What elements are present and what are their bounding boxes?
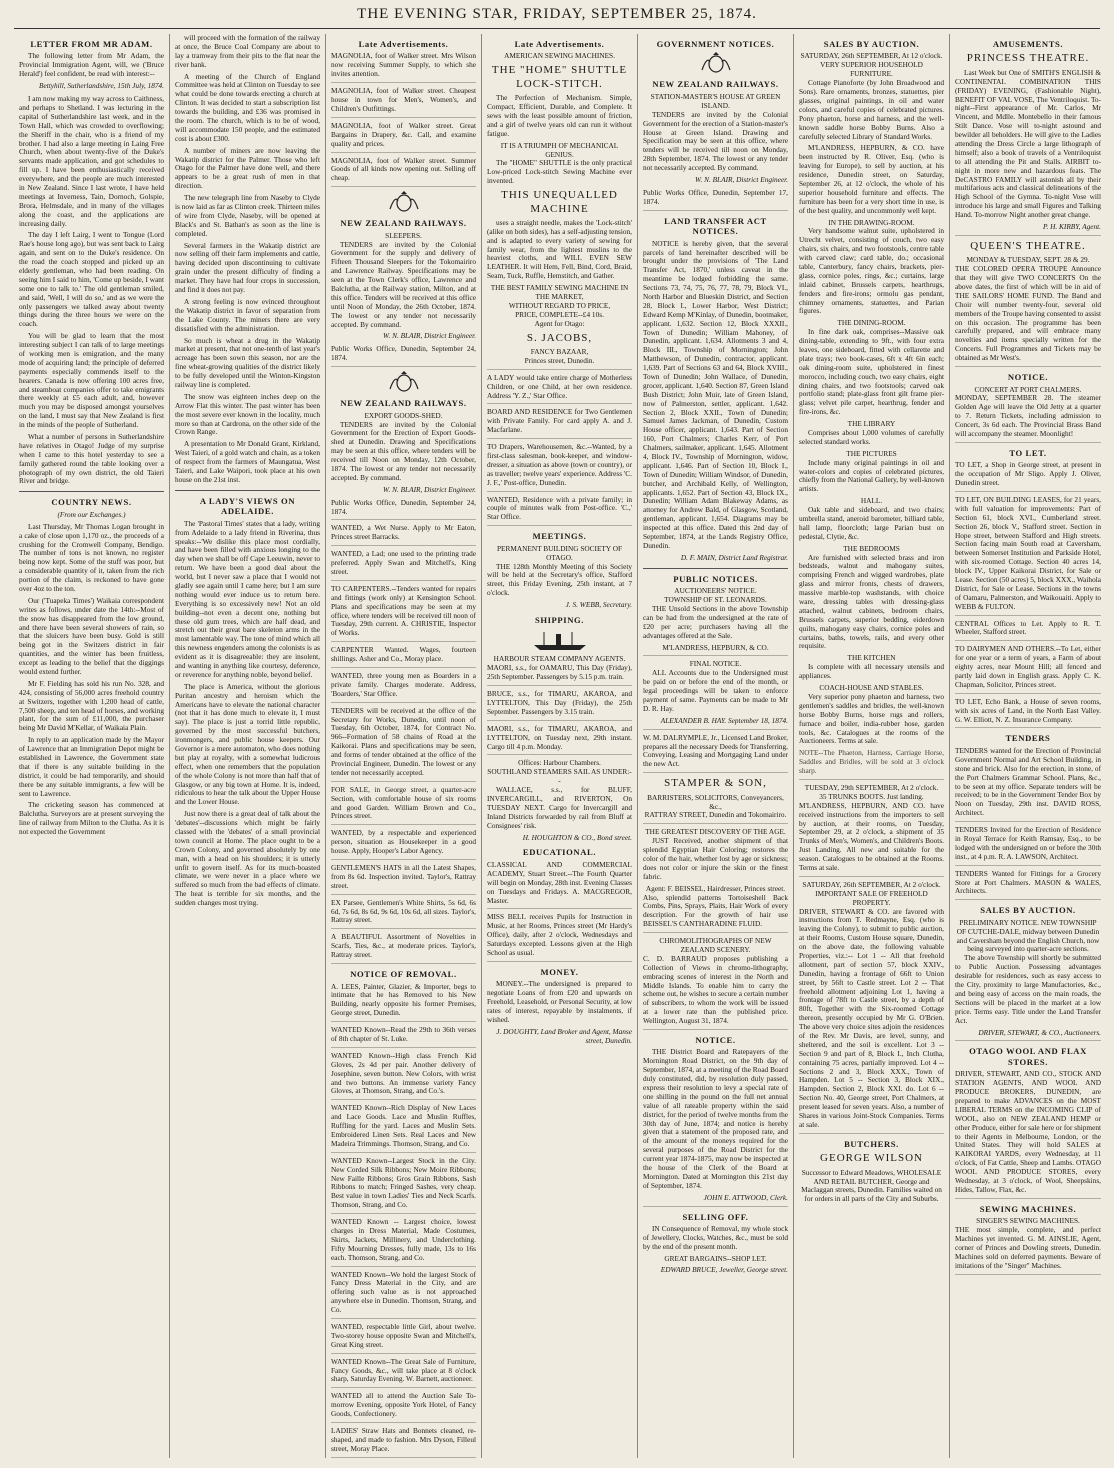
notice-signature: M'LANDRESS, HEPBURN, & CO. [643,644,788,657]
news-paragraph: Mr F. Fielding has sold his run No. 328, and 424, consisting of 56,000 acres freehold country at Switzers, together with 1,200 head of cattle, 7,500 sheep, and ten head of horses, and working plant, for the sum of £11,000, the purchaser being Mr David M'Kellar, of Waikaia Plain. [19,678,164,733]
divider [19,491,164,492]
advertisement: WANTED all to attend the Auction Sale To-morrow Evening, opposite York Hotel, of Fancy Goods, Confectionery. [331,1392,476,1423]
auction-body: Very handsome walnut suite, upholstered in Utrecht velvet, consisting of couch, two easy chairs, six chairs, and two footstools, centre table with carved claw; card table, do.; occasional table, Canterbury, fancy chairs, brackets, pier-glass, cornice poles, rings, &c.; curtains, large inlaid cabinet, Brussels carpets, hearthrugs, fenders and fire-irons; ormolu gas pendant, chimney ornaments, statuettes, and Parian figures. [799,226,944,316]
to-let-item: TO DAIRYMEN AND OTHERS.--To Let, either for one year or a term of years, a Farm of about eighty acres, near Mount Hill; all fenced and partly laid down in English grass. Apply C. K. Chapman, Solicitor, Princes street. [955,645,1101,693]
news-paragraph: The cricketing season has commenced at Balclutha. Surveyors are at present surveying the line of railway from Milton to the Clutha. As it is not expected the Government [19,800,164,837]
advertisement: BOARD AND RESIDENCE for Two Gentlemen with Private Family. For card apply A. and J. Macfarlane. [487,408,632,439]
auction-subhead: THE DINING-ROOM. [837,318,906,328]
letter-paragraph: The day I left Lairg, I went to Tongue (Lord Rae's house long ago), but was sent back to Lairg again, and sent on to the Duke's residence. On the road the coach stopped and picked up an elderly gentleman, who had been reading. On seeing him I said to him, 'Come up beside, I want some one to talk to.' The old gentleman smiled, and said, 'Well, I will do so,' and as we were the only passengers we talked away about twenty things during the three hours we were on the coach. [19,230,164,329]
advertisement-agent-address: Princes street, Dunedin. [487,357,632,370]
sewing-machines-heading: SEWING MACHINES. [979,1203,1077,1214]
divider [643,568,788,569]
nz-railways-heading: NEW ZEALAND RAILWAYS. [652,79,779,90]
shipping-item: BRUCE, s.s., for TIMARU, AKAROA, and LYTTELTON, This Day (Friday), the 25th September. Passengers by 3.15 train. [487,690,632,721]
notice-body: THE District Board and Ratepayers of the Mornington Road District, on the 9th day of September, 1874, at a meeting of the Road Board duly constituted, did, by resolution duly passed, express their resolution to levy a special rate of one shilling in the pound on the full net annual value of all rateable property within the said district, for the period of twelve months from the 30th day of June, 1874; and notice is hereby given that a statement of the proposed rate, and of the amount of the moneys required for the several purposes of the Road District for the current year 1874-1875, may now be inspected at the house of the Clerk of the Board at Mornington. Dated at Mornington this 21st day of September, 1874. [643,1047,788,1190]
meeting-body: THE 128th Monthly Meeting of this Society will be held at the Secretary's office, Stafford street, this Friday Evening, 25th instant, at 7 o'clock. [487,561,632,598]
butchers-heading: BUTCHERS. [844,1138,899,1149]
steamship-icon [530,628,590,652]
column-4 [482,34,638,1458]
advertisement: GENTLEMEN'S HATS in all the Latest Shapes, from 8s 6d. Inspection invited. Taylor's, Rattray street. [331,864,476,895]
notice-title: AUCTIONEERS' NOTICE. [674,586,757,596]
shipping-title: HARBOUR STEAM COMPANY AGENTS. [493,654,626,664]
auction-body: DRIVER, STEWART & CO. are favored with instructions from T. Redmayne, Esq. (who is leaving the Colony), to submit to public auction, at their Rooms, Custom House square, Dunedin, on the above date, the following valuable Properties, viz.:-- Lot 1 -- All that freehold allotment, part of section 57, block XXIV., Dunedin, having a frontage of 66ft to Union street, by 56ft to Castle street. Lot 2 -- That freehold allotment adjoining Lot 1, having a frontage of 78ft to Castle street, by a depth of 80ft, Together with the Six-roomed Cottage thereon, presently occupied by Mr G. O'Brien. The above very choice sites adjoin the residences of the Rev. Mr Davis, are level, sunny, and sheltered, and the soil is excellent. Lot 3 -- Section 9 and part of 8, Block I., Inch Clutha, containing 75 acres, partially improved. Lot 4 -- Sections 2 and 3, Block XXX., Town of Hampden. Lot 5 -- Section 3, Block XIX., Hampden. Section 2, Block XXI. do. Lot 6 -- Section No. 40, George street, Port Chalmers, at present leased for seven years. Also, a number of Shares in various Joint-Stock Companies. Terms at sale. [799,908,944,1134]
advertisement-agent-label: Agent for Otago: [534,318,585,328]
tender-signature: W. N. BLAIR, District Engineer. [383,484,476,494]
advertisement-body: The Perfection of Mechanism. Simple, Compact, Efficient, Durable, and Complete. It sews with the least possible amount of friction, and a girl of twelve years old can run it without fatigue. [487,93,632,138]
letter-paragraph: I am now making my way across to Caithness, and perhaps to Shetland. I was lecturing in the capital of Sutherlandshire last week, and in the Town Hall, which was crowded to overflowing; the Sheriff in the chair, who is a friend of my brother. I had also a large meeting in Laing Free Church, when about twenty-five of the Duke's servants made application, and got schedules to fill up. I have been enthusiastically received everywhere, and the people are much interested in New Zealand. Since I last wrote, I have held meetings at Inverness, Tain, Dornoch, Golspie, Brora, Helmsdale, and in many of the villages along the coast, and the applications are increasing daily. [19,94,164,228]
advertisement: MISS BELL receives Pupils for Instruction in Music, at her Rooms, Princes street (Mr Hardy's Office), daily, after 2 o'clock, Wednesdays and Saturdays excepted. Lessons given at the High School as usual. [487,913,632,961]
meeting-signature: J. S. WEBB, Secretary. [565,600,632,610]
advertisement-agent-shop: FANCY BAZAAR, [530,347,589,356]
advertisement: WANTED Known--Rich Display of New Laces and Lace Goods. Lace and Muslin Ruffles, Ruffling for the yard. Laces and Muslin Sets. Embroidered Linen Sets. Real Laces and New Madeira Trimmings. Thomson, Strang, and Co. [331,1104,476,1152]
column-7 [950,34,1106,1458]
auction-signature: DRIVER, STEWART, & CO., Auctioneers. [955,1029,1101,1042]
tenders-heading: TENDERS [1005,733,1051,744]
notice-signature: EDWARD BRUCE, Jeweller, George street. [660,1264,788,1274]
letter-paragraph: What a number of persons in Sutherlandshire have relatives in Otago! Judge of my surprise when I came to this hotel yesterday to see a family gathered round the table looking over a photograph of my own district, the old Taieri River and bridge. [19,432,164,486]
money-heading: MONEY. [540,966,579,977]
letter-place: Bettyhill, Sutherlandshire, 15th July, 1874. [39,81,164,91]
news-paragraph: The snow was eighteen inches deep on the Arrow Flat this winter. The past winter has been the most severe ever known in the locality, much more so than at Cardrona, on the other side of the Crown Range. [175,391,320,437]
theatre-signature: P. H. KIRBY, Agent. [955,223,1101,236]
advertisement: WANTED Known--Read the 29th to 36th verses of 8th chapter of St. Luke. [331,1026,476,1048]
money-body: MONEY.--The undersigned is prepared to negotiate Loans of from £20 and upwards on Freehold, Leasehold, or Personal Security, at low rates of interest, repayable by instalments, if wished. [487,979,632,1024]
tender-body: TENDERS are invited by the Colonial Government for the erection of a Station-master's House at Green Island. Drawing and Specification may be seen at this office, where tenders will be received till noon on Monday, 28th September, 1874. The lowest or any tender not necessarily accepted. By command. [643,109,788,173]
advertisement: WANTED Known--High class French Kid Gloves, 2s 4d per pair. Another delivery of Josephine, seven button. New Colors, with wrist and two buttons. An immense variety Fancy Gloves, at Thomson, Strang, and Co.'s. [331,1052,476,1100]
nz-railways-subhead: SLEEPERS. [385,230,422,240]
amusements-heading: AMUSEMENTS. [992,39,1064,49]
tender-item: TENDERS Invited for the Erection of Residence in Royal Terrace for Keith Ramsay, Esq., to be lodged with the undersigned on or before the 30th inst., at 4 p.m. R. A. LAWSON, Architect. [955,826,1101,866]
auction-body: M'LANDRESS, HEPBURN, & CO. have been instructed by R. Oliver, Esq. (who is leaving for Europe), to sell by auction, at his residence, Dunedin street, on Saturday, September 26, at 12 o'clock, the whole of his superior household furniture and effects. The furniture has been for a very short time in use, is of the best quality, and uncommonly well kept. [799,143,944,215]
nz-railways-heading: NEW ZEALAND RAILWAYS. [340,218,467,229]
wool-stores-body: DRIVER, STEWART, AND CO., STOCK AND STATION AGENTS, AND WOOL AND PRODUCE BROKERS, DUNEDIN, are prepared to make ADVANCES on the MOST LIBERAL TERMS on the INCOMING CLIP of WOOL, also on NEW ZEALAND HEMP or other Produce, either for sale here or for shipment to their Agents in Melbourne, London, or the United States. They will hold SALES at KAIKORAI YARDS, every Wednesday, at 11 o'clock, of Fat Cattle, Sheep and Lambs. OTAGO WOOL AND PRODUCE STORES, every Wednesday, at 3 o'clock, of Wool, Sheepskins, Hides, Tallow, Flax, &c. [955,1070,1101,1198]
notice-subtitle: BARRISTERS, SOLICITORS, Conveyancers, &c., [647,792,784,811]
royal-crest-icon [387,371,421,393]
news-paragraph: A number of miners are now leaving the Wakatip district for the Palmer. Those who left Otago for the Palmer have done well, and there appears to be a great rush of men in that direction. [175,145,320,191]
advertisement: W. M. DALRYMPLE, Jr., Licensed Land Broker, prepares all the necessary Deeds for Transferring, Conveying, Leasing and Mortgaging Land under the new Act. [643,734,788,774]
theatre-body: Last Week but One of SMITH'S ENGLISH & CONTINENTAL COMBINATION THIS (FRIDAY) EVENING, (Fashionable Night), BENEFIT OF VAL VOSE, The Ventriloquist. To-night--First appearance of Mr. Carlos, Mr Vincent, and Mdlle. Montebello in their famous Stilt Dance. Vose will to-night astound and bewilder all beholders. He will give to the Ladies attending the Dress Circle a large lithograph of himself; also a book of travels of a Ventriloquist to all attending the Pit and Stalls. AIRBIT to-night in more new and hazardous feats. The DeCASTRO FAMILY will astonish all by their multifarious acts and classical delineations of the High School of the Gymna. To-night Vose will introduce his large and small Figures and Talking Hand. To-morrow Night another great change. [955,67,1101,220]
auction-title: IMPORTANT SALE OF FREEHOLD PROPERTY. [815,888,928,907]
shipping-office: Offices: Harbour Chambers. [518,758,601,768]
news-paragraph: A strong feeling is now evinced throughout the Wakatip district in favor of separation from the Lake County. The miners there are very dissatisfied with the administration. [175,296,320,333]
theatre-date: MONDAY & TUESDAY, SEPT. 28 & 29. [966,255,1090,265]
sewing-machines-body: THE most simple, complete, and perfect Machines yet invented. G. M. AINSLIE, Agent, corner of Princes and Dowling streets, Dunedin. Machines sold on deferred payments. Beware of imitations of the "Singer" Machines. [955,1226,1101,1274]
column-5 [638,34,794,1458]
advertisement: A. LEES, Painter, Glazier, & Importer, begs to intimate that he has Removed to his New Building, nearly opposite his former Premises, George street, Dunedin. [331,983,476,1023]
notice-body: THE Unsold Sections in the above Township can be had from the undersigned at the rate of £20 per acre; purchasers having all the advantages offered at the Sale. [643,603,788,640]
educational-heading: EDUCATIONAL. [522,847,597,858]
notice-address: RATTRAY STREET, Dunedin and Tokomairiro. [643,811,788,824]
notice-body: MONDAY, SEPTEMBER 28. The steamer Golden Age will leave the Old Jetty at a quarter to 7. Return Tickets, including admission to Concert, 3s 6d each. The Provincial Brass Band will accompany the steamer. Moonlight! [955,394,1101,442]
tender-item: TENDERS wanted for the Erection of Provincial Government Normal and Art School Building, in stone and brick. Also for the erection, in stone, of the Port Chalmers Grammar School. Plans, &c., to be seen at my office. Separate tenders will be received; to be in the Government Tender Box by Noon on Tuesday, 29th inst. DAVID ROSS, Architect. [955,747,1101,822]
sales-by-auction-heading: SALES BY AUCTION. [980,905,1076,916]
money-signature: J. DOUGHTY, Land Broker and Agent, Manse street, Dunedin. [496,1026,632,1045]
auction-subhead: IN THE DRAWING-ROOM. [828,217,915,227]
advertisement-callout: THIS UNEQUALLED MACHINE [501,189,618,215]
tender-date: Public Works Office, Dunedin, September 24, 1874. [331,345,476,367]
auction-body: Cottage Pianoforte (by John Broadwood and Sons). Rare ornaments, bronzes, statuettes, pier glasses, original paintings, in oil and water colors, and careful copies of celebrated pictures. Pony phaeton, horse and harness, and the well-known saddle horse Bobby Burns. Also a carefully selected Library of Standard Works. [799,78,944,141]
notice-title: TOWNSHIP OF ST. LEONARDS. [664,595,767,605]
letter-paragraph: You will be glad to learn that the most interesting subject I can talk of to large meetings of working men is emigration, and the many mode of acquiring land; the principle of deferred payments especially commends itself to the hearers. Canada is now offering 100 acres free, and steamboat companies offer to take emigrants there weekly at £5 each adult, and, however much you may be disposed amongst yourselves on the land, I must say that New Zealand is first in the minds of the people of Sutherland. [19,331,164,430]
notice-body: JUST Received, another shipment of that splendid Egyptian Hair Coloring; restores the color of the hair, whether lost by age or sickness; does not color or injure the skin or the finest fabric. [643,836,788,881]
column-6 [794,34,950,1458]
advertisement-callout: IT IS A TRIUMPH OF MECHANICAL GENIUS. [500,140,619,159]
advertisement: WANTED Known--We hold the largest Stock of Fancy Dress Material in the City, and are offering such value as is not approached anywhere else in Dunedin. Thomson, Strang, and Co. [331,1271,476,1319]
to-let-heading: TO LET. [1009,447,1047,458]
to-let-item: TO LET, a Shop in George street, at present in the occupation of Mr Sligo. Apply J. Oliver, Dunedin street. [955,461,1101,492]
notice-title: FINAL NOTICE. [689,659,742,669]
tender-body: TENDERS are invited by the Colonial Government for the supply and delivery of Fifteen Thousand Sleepers for the Tokomairiro and Lawrence Railway. Specifications may be seen at the Town Clerk's office, Lawrence and Balclutha, at the Railway station, Milton, and at this office. Tenders will be received at this office until Noon of Monday, the 26th October, 1874. The lowest or any tender not necessarily accepted. By command. [331,239,476,329]
late-ads-heading: Late Advertisements. [514,39,605,49]
news-paragraph: In reply to an application made by the Mayor of Lawrence that an Immigration Depot might be established in Lawrence, the Government state that if there is any suitable building in the district, it could be had temporarily, and should there be any suitable immigrants, a few will be sent to Lawrence. [19,735,164,798]
nz-railways-heading: NEW ZEALAND RAILWAYS. [340,398,467,409]
butcher-name: GEORGE WILSON [820,1152,923,1165]
sewing-machine-heading: AMERICAN SEWING MACHINES. [504,51,615,61]
shipping-heading: SHIPPING. [534,614,585,625]
auction-date: SATURDAY, 26th SEPTEMBER, At 12 o'clock. [800,51,943,61]
advertisement-agent-name: S. JACOBS, [526,331,593,344]
advertisement: MAGNOLIA, foot of Walker street. Cheapest house in town for Men's, Women's, and Children's Outfittings. [331,87,476,118]
land-transfer-signature: D. F. MAIN, District Land Registrar. [680,552,788,562]
tender-date: Public Works Office, Dunedin, September 24, 1874. [331,499,476,521]
auction-body: The above Township will shortly be submitted to Public Auction. Possessing advantages desirable for residences, such as easy access to the City, proximity to large Manufactories, &c., and being easy of access on the main roads, the Sections will be placed in the market at a low price. Terms easy. Title under the Land Transfer Act. [955,953,1101,1025]
meetings-heading: MEETINGS. [532,531,587,542]
advertisement: WANTED, by a respectable and experienced person, situation as Housekeeper in a good house. Apply, Hooper's Labor Agency. [331,829,476,860]
auction-subhead: THE PICTURES [846,448,897,458]
shipping-item: MAORI, s.s., for OAMARU, This Day (Friday), 25th September. Passengers by 5.15 p.m. train. [487,664,632,686]
auction-note: NOTE--The Phaeton, Harness, Carriage Horse, Saddles and Bridles, will be sold at 3 o'clock sharp. [799,749,944,780]
letter-paragraph: The following letter from Mr Adam, the Provincial Immigration Agent, will, we ('Bruce Herald') feel confident, be read with interest:-- [19,51,164,79]
auction-subhead: COACH-HOUSE AND STABLES. [819,683,924,693]
government-notices-heading: GOVERNMENT NOTICES. [656,39,775,49]
masthead-rule [14,28,1100,29]
advertisement: WANTED, respectable little Girl, about twelve. Two-storey house opposite Swan and Mitchell's, Great King street. [331,1323,476,1354]
news-paragraph: So much is wheat a drug in the Wakatip market at present, that not one-tenth of last year's acreage has been sown this season, nor are the fine wheat-growing qualities of the district likely to be fully developed until the Winton-Kingston railway line is completed. [175,335,320,389]
shipping-title: SOUTHLAND STEAMERS SAIL AS UNDER:-- [487,767,632,786]
news-paragraph: The new telegraph line from Naseby to Clyde is now laid as far as Clinton creek. Thirteen miles of wire from Clyde, Naseby, will be opened at Black's and St. Bathan's as soon as the line is completed. [175,193,320,238]
sewing-machine-title: THE "HOME" SHUTTLE LOCK-STITCH. [491,64,628,90]
advertisement: MAGNOLIA, foot of Walker street. Mrs Wilson now receiving Summer Supply, to which she invites attention. [331,52,476,83]
advertisement: TO Drapers, Warehousemen, &c.--Wanted, by a first-class salesman, book-keeper, and window-dresser, a situation as above (town or country), or as traveller; twelve years' experience. Address 'C. J. F.,' Post-office, Dunedin. [487,443,632,491]
notice-agent: Agent: F. BEISSEL, Hairdresser, Princes street. [645,883,786,893]
news-paragraph: Several farmers in the Wakatip district are now selling off their farm implements and cattle, having decided upon discontinuing to cultivate grain under the present difficulty of finding a market. They have had four crops in succession, and find it does not pay. [175,240,320,295]
divider [175,490,320,491]
notice-heading: NOTICE. [695,1034,736,1045]
auction-subhead: HALL. [860,496,883,506]
wool-stores-heading: OTAGO WOOL AND FLAX STORES. [969,1046,1087,1067]
auction-title: 35 TRUNKS BOOTS. Just landing. [819,791,924,801]
tender-item: TENDERS Wanted for Fittings for a Grocery Store at Port Chalmers. MASON & WALES, Architects. [955,870,1101,901]
notice-title: CONCERT AT PORT CHALMERS. [974,384,1082,394]
notice-body: ALL Accounts due to the Undersigned must be paid on or before the end of the month, or legal proceedings will be taken to enforce payment of same. Payments can be made to Mr D. R. Hay. [643,668,788,713]
country-news-heading: COUNTRY NEWS. [51,497,132,508]
article-paragraph: The 'Pastoral Times' states that a lady, writing from Adelaide to a lady friend in Riverina, thus speaks:--'We dislike this place most cordially, and have been filled with anxious longing to the day when we shall be off Cape Leeuwin, never to return. We have been a good deal about the world, but I never saw a place that I would not gladly see again until I came here; but I am sure nothing would ever induce us to return here. Everything is so excessively new! Not an old building--not even a decent one, nothing but these old gum trees, which are half dead, and stretch out their great bare skeleton arms in the most lamentable way. The tone of mind which all this newness engenders among the colonists is as evident as it is disagreeable: they are insolent, and wanting in anything like courtesy, deference, or reverence for anything noble, beyond belief. [175,518,320,679]
auction-date: TUESDAY, 29th SEPTEMBER, At 2 o'clock. [804,782,939,792]
land-transfer-heading: LAND TRANSFER ACT NOTICES. [664,215,767,237]
advertisement-price: PRICE, COMPLETE--£4 10s. [515,309,604,319]
news-paragraph: Our ('Tuapeka Times') Waikaia correspondent writes as follows, under date the 14th:--Most of the snow has disappeared from the low ground, and there have been several showers of rain, so that the sluicers have been busy. Gold is still being got in the Switzers district in fair quantities, and the winter has been fruitless, except as leading to the belief that the diggings would extend further. [19,595,164,676]
news-paragraph: will proceed with the formation of the railway at once, the Bruce Coal Company are about to lay a tramway from their pits to the flat near the river bank. [175,34,320,69]
public-notices-heading: PUBLIC NOTICES. [673,573,758,584]
theatre-body: THE COLORED OPERA TROUPE Announce that they will give TWO CONCERTS On the above dates, the first of which will be in aid of THE SAILORS' HOME FUND. The Band and Choir will number twenty-four, several old members of the Troupe having consented to assist on this occasion. The programme has been carefully prepared, and will embrace many novelties and items specially written for the Concerts. Full Programmes and Tickets may be obtained as Mr West's. [955,265,1101,367]
news-paragraph: A presentation to Mr Donald Grant, Kirkland, West Taieri, of a gold watch and chain, as a token of respect from the farmers of Maungatua, West Taieri, and Lake Waipori, took place at his own house on the 21st inst. [175,439,320,484]
advertisement: FOR SALE, in George street, a quarter-acre Section, with comfortable house of six rooms and good Garden. William Brown and Co., Princes street. [331,786,476,826]
news-paragraph: A meeting of the Church of England Committee was held at Clinton on Tuesday to see what could be done towards erecting a church at Clinton. It was decided to start a subscription list towards the building, and £36 was promised in the room. The church, which is to be of wood, will accommodate 150 people, and the estimated cost is about £300. [175,71,320,143]
meeting-title: PERMANENT BUILDING SOCIETY OF OTAGO. [496,543,623,562]
to-let-item: CENTRAL Offices to Let. Apply to R. T. Wheeler, Stafford street. [955,620,1101,642]
auction-body: M'LANDRESS, HEPBURN, AND CO. have received instructions from the importers to sell by auction, at their rooms, on Tuesday, September 29, at 2 o'clock, a shipment of 35 Trunks of Men's, Women's, and Children's Boots. Just Landing. All new and suitable for the season. Catalogues to be obtained at the Rooms. Terms at sale. [799,802,944,877]
auction-body: Oak table and sideboard, and two chairs; umbrella stand, aneroid barometer, billiard table, hall lamp, floorcloth; large Parian bust on pedestal, Clytie, &c. [799,505,944,541]
theatre-title: PRINCESS THEATRE. [966,52,1090,65]
advertisement: WANTED Known--The Great Sale of Furniture, Fancy Goods, &c., will take place at 8 o'clock sharp, Saturday Evening. W. Barnett, auctioneer. [331,1358,476,1389]
letter-heading: LETTER FROM MR ADAM. [30,39,153,49]
article-paragraph: Just now there is a great deal of talk about the 'debates'--discussions which might be fairly classed with the 'debates' of a small provincial town council at Home. The place ought to be a Crown Colony, and governed absolutely by one man, with a head on his shoulders; it is utterly unfit to govern itself. As for its much-boasted climate, we were never in a place where we suffered so much from the bad effects of climate. The heat is terrible for six months, and the sudden changes most trying. [175,809,320,908]
advertisement-callout: WITHOUT REGARD TO PRICE, [508,300,611,310]
notice-heading: NOTICE. [1007,372,1049,383]
notice-signature: ALEXANDER B. HAY. September 18, 1874. [643,717,788,730]
auction-body: Are furnished with selected brass and iron bedsteads, walnut and mahogany suites, comprising French and wigged wardrobes, plate glass and mirror fronts, chests of drawers, massive marble-top washstands, with choice ware, dressing tables with dressing-glass attached, walnut cabinets, bedroom chairs, Brussels carpets, superior bedding, eiderdown quilts, mahogany easy chairs, cornice poles and curtains, baths, towels, rails, and every other requisite. [799,552,944,651]
nz-railways-subhead: EXPORT GOODS-SHED. [364,410,443,420]
notice-title: CHROMOLITHOGRAPHS OF NEW ZEALAND SCENERY. [659,936,772,954]
advertisement: TENDERS will be received at the office of the Secretary for Works, Dunedin, until noon of Tuesday, 6th October, 1874, for Contract No. 966--Formation of 58 chains of Road at the Kaikorai. Plans and specifications may be seen, and forms of tender obtained at the office of the Provincial Engineer, Dunedin. The lowest or any tender not necessarily accepted. [331,707,476,782]
advertisement: EX Parsee, Gentlemen's White Shirts, 5s 6d, 6s 6d, 7s 6d, 8s 6d, 9s 6d, 10s 6d, all sizes. Taylor's, Rattray street. [331,899,476,930]
tender-signature: W. N. BLAIR, District Engineer. [383,331,476,341]
removal-heading: NOTICE OF REMOVAL. [350,969,457,980]
shipping-signature: H. HOUGHTON & CO., Bond street. [522,832,632,842]
masthead-title: THE EVENING STAR, FRIDAY, SEPTEMBER 25, 1874. [357,6,757,22]
notice-body: IN Consequence of Removal, my whole stock of Jewellery, Clocks, Watches, &c., must be sold by the end of the present month. [643,1224,788,1251]
auction-subhead: THE KITCHEN [847,653,896,663]
auction-body: Include many original paintings in oil and water-colors and copies of celebrated pictures, chiefly from the National Gallery, by well-known artists. [799,457,944,494]
advertisement: CARPENTER Wanted. Wages, fourteen shillings. Asher and Co., Moray place. [331,646,476,668]
notice-body: C. D. BARRAUD proposes publishing a Collection of Views in chromo-lithography, embracing scenes of interest in the North and Middle Islands. To enable him to carry the scheme out, he wishes to secure a certain number of subscribers, to whom the work will be issued at a lower rate than the published price. Wellington, August 31, 1874. [643,955,788,1030]
advertisement-body: The "HOME" SHUTTLE is the only practical Low-priced Lock-stitch Sewing Machine ever invented. [487,158,632,186]
country-news-subhead: (From our Exchanges.) [57,509,126,519]
theatre-title: QUEEN'S THEATRE. [970,239,1086,252]
late-ads-heading: Late Advertisements. [358,39,449,49]
advertisement: A BEAUTIFUL Assortment of Novelties in Scarfs, Ties, &c., at moderate prices. Taylor's, Rattray street. [331,933,476,964]
tender-signature: W. N. BLAIR, District Engineer. [695,174,788,184]
advertisement: A LADY would take entire charge of Motherless Children, or one Child, at her own residence. Address 'Y. Z.,' Star Office. [487,374,632,405]
notice-body: Also, splendid patterns Tortoiseshell Back Combs, Pins, Sprays, Plaits, Hair Work of every description. For the growth of hair use BEISSEL'S CANTHARADINE FLUID. [643,894,788,934]
advertisement: CLASSICAL AND COMMERCIAL ACADEMY, Stuart Street.--The Fourth Quarter will begin on Monday, 28th inst. Evening Classes on Tuesdays and Fridays. A. MACGREGOR, Master. [487,861,632,909]
notice-title: GREAT BARGAINS--SHOP LET. [664,1253,767,1263]
advertisement: MAGNOLIA, foot of Walker street. Great Bargains in Drapery, &c. Call, and examine quality and prices. [331,122,476,153]
notice-title: STAMPER & SON, [664,777,767,790]
selling-off-heading: SELLING OFF. [682,1211,749,1222]
auction-title: VERY SUPERIOR HOUSEHOLD FURNITURE. [820,60,923,79]
to-let-item: TO LET, Echo Bank, a House of seven rooms, with six acres of Land, in the North East Valley. G. W. Elliott, N. Z. Insurance Company. [955,698,1101,729]
sales-by-auction-heading: SALES BY AUCTION. [823,39,920,49]
auction-subhead: THE BEDROOMS [843,543,900,553]
advertisement: WANTED, three young men as Boarders in a private family. Charges moderate. Address, 'Boarders,' Star Office. [331,672,476,703]
auction-body: Very superior pony phaeton and harness, two gentlemen's saddles and bridles, the well-known horse Bobby Burns, horse rugs and rollers, furnace and boiler, india-rubber hose, garden tools, &c. Catalogues at the rooms of the Auctioneers. Terms at sale. [799,691,944,746]
royal-crest-icon [387,191,421,213]
auction-date: SATURDAY, 26th SEPTEMBER, At 2 o'clock. [802,879,941,889]
land-transfer-body: NOTICE is hereby given, that the several parcels of land hereinafter described will be brought under the provisions of 'The Land Transfer Act, 1870,' unless caveat in the meantime be lodged forbidding the same. Sections 73, 74, 75, 76, 77, 78, 79, Block VI., North Harbor and Blueskin District, and Section 28, Block I., Lower Harbor, West District; Edward Kemp M'Kinlay, of Dunedin, bootmaker, applicant. 1,632. Section 12, Block XXXII., Town of Dunedin; William Mahoney, of Dunedin, applicant. 1,634. Allotments 3 and 4, Block III., Township of Mornington; John Matthewson, of Dunedin, contractor, applicant. 1,639. Part of Sections 63 and 64, Block XVIII., Town of Dunedin; John Wallace, of Dunedin, grocer, applicant. 1,640. Section 87, Green Island Bush District; John Muir, late of Green Island, now of Palmerston, settler, applicant. 1,642. Section 2, Block XXII., Town of Dunedin; Samuel James Jackman, of Dunedin, Custom House officer, applicant. 1,643. Part of Section 160, Port Chalmers; Charles Kerr, of Port Chalmers, sailmaker, applicant. 1,645. Allotment 4, Block IV., Township of Mornington, widow, applicant. 1,646. Part of Section 10, Block I., Town of Dunedin; William Windsor, of Dunedin, butcher, and Archibald Kelly, of Wellington, applicants. 1,652. Part of Section 43, Block IX., Dunedin; William Adam Blakeway Adams, as attorney for Andrew Bald, of Glasgow, Scotland, gentleman, applicant. 1,654. Diagrams may be inspected at this office. Dated this 2nd day of September, 1874, at the Lands Registry Office, Dunedin. [643,238,788,550]
article-paragraph: The place is America, without the glorious Puritan ancestry and heroism which the Americans have to elevate the national character (not that it has done much to elevate it, I must say). The place is just a torrid little republic, governed by the most successful butchers, ironmongers, and public house keepers. Our Governor is a mere automaton, who does nothing but play at royalty, with a somewhat ludicrous effect, when one remembers that the population of the whole Colony is not more than half that of Glasgow, or any big town at Home. It is, indeed, ridiculous to hear the talk about the Upper House and the Lower House. [175,681,320,807]
ladys-views-heading: A LADY'S VIEWS ON ADELAIDE. [199,495,296,517]
advertisement: TO CARPENTERS.--Tenders wanted for repairs and fittings (work only) at Kensington School. Plans and specifications may be seen at my office, where tenders will be received till noon of Tuesday, 29th current. A. CHRISTIE, Inspector of Works. [331,585,476,642]
auction-subhead: THE LIBRARY [847,419,896,429]
auction-body: In fine dark oak, comprises--Massive oak dining-table, extending to 9ft., with four extra leaves, one sideboard, fitted with cellarette and plate trays; two book-cases, 6ft x 4ft 6in each; oak dining-room suite, upholstered in finest morocco, including couch, two easy chairs, eight dining chairs, and two footstools; carved oak portfolio stand; plate-glass front gilt frame pier-glass; velvet pile carpet, hearthrug, fender and fire-irons, &c. [799,327,944,417]
advertisement: WANTED Known--Largest Stock in the City. New Corded Silk Ribbons; New Moire Ribbons; New Faille Ribbons; Gros Grain Ribbons, Sash Ribbons to match; Fringed Sashes, very cheap. Best value in town Ladies' Ties and Neck Scarfs. Thomson, Strang, and Co. [331,1157,476,1214]
shipping-item: MAORI, s.s., for TIMARU, AKAROA, and LYTTELTON, on Tuesday next, 29th instant. Cargo till 4 p.m. Monday. [487,725,632,756]
advertisement: LADIES' Straw Hats and Bonnets cleaned, re-shaped, and made to fashion. Mrs Dyson, Filleul street, Moray Place. [331,1427,476,1458]
tender-body: TENDERS are invited by the Colonial Government for the Erection of Export Goods-shed at Dunedin. Drawing and Specifications may be seen at this office, where tenders will be received till Noon on Monday, 12th October, 1874. The lowest or any tender not necessarily accepted. By command. [331,419,476,482]
advertisement: MAGNOLIA, foot of Walker street. Summer Goods of all kinds now opening out. Selling off cheap. [331,157,476,188]
column-2 [170,34,326,1458]
nz-railways-subhead: STATION-MASTER'S HOUSE AT GREEN ISLAND. [650,91,781,110]
advertisement: WANTED Known -- Largest choice, lowest charges in Dress Material, Made Costumes, Skirts, Jackets, Millinery, and Underclothing. Fifty Mourning Dresses, fully made, 13s to 16s each. Thomson, Strang, and Co. [331,1218,476,1266]
advertisement: WANTED, a Lad; one used to the printing trade preferred. Apply Swan and Mitchell's, King street. [331,550,476,581]
columns [14,34,1104,1458]
sewing-machines-title: SINGER'S SEWING MACHINES. [976,1216,1080,1226]
auction-body: Is complete with all necessary utensils and appliances. [799,662,944,681]
advertisement: WANTED, Residence with a private family; in couple of minutes walk from Post-office. 'C.,' Star Office. [487,496,632,527]
royal-crest-icon [699,52,733,74]
column-1 [14,34,170,1458]
shipping-body: WALLACE, s.s., for BLUFF, INVERCARGILL, and RIVERTON, On TUESDAY NEXT. Cargo for Invercargill and Inland Districts forwarded by rail from Bluff at Consignees' risk. [487,785,632,830]
notice-title: THE GREATEST DISCOVERY OF THE AGE. [645,827,786,837]
to-let-item: TO LET, ON BUILDING LEASES, for 21 years, with full valuation for improvements: Part of Section 61, block XVI., Cumberland street. Section 26, block V., Stafford street. Section in Hope street, between Stafford and High streets. Section facing main South road at Caversham, between Somerset Institution and Parkside Hotel, with six-roomed Cottage. Section 40 acres 14, block IV., Upper Kaikorai District, for Sale or Lease. Section (50 acres) 5, block XXX., Waihola District, for Sale or Lease. Sections in the towns of Oamaru, Palmerston, and Waikouaiti. Apply to WEBB & FULTON. [955,496,1101,616]
news-paragraph: Last Thursday, Mr Thomas Logan brought in a cake of close upon 1,170 oz., the proceeds of a crushing for the Cromwell Company, Bendigo. The number of tons is not known, no register being now kept. Some of the stuff was poor, but a considerable quantity of it, taken from the rich portion of the claim, is reckoned to have gone over 4oz to the ton. [19,521,164,593]
notice-signature: JOHN E. ATTWOOD, Clerk. [643,1194,788,1207]
auction-body: Comprises about 1,000 volumes of carefully selected standard works. [799,428,944,446]
tender-date: Public Works Office, Dunedin, September 17, 1874. [643,189,788,211]
advertisement: WANTED, a Wet Nurse. Apply to Mr Eaton, Princes street Barracks. [331,524,476,546]
butcher-body: Successor to Edward Meadows, WHOLESALE AND RETAIL BUTCHER, George and Maclaggan streets, Dunedin. Families waited on for orders in all parts of the City and Suburbs. [801,1167,942,1204]
advertisement-callout: THE BEST FAMILY SEWING MACHINE IN THE MARKET, [490,283,629,302]
auction-title: PRELIMINARY NOTICE. NEW TOWNSHIP OF CUTCHE-DALE, midway between Dunedin and Caversham beyond the English Church, now being surveyed into quarter-acre sections. [956,917,1100,954]
advertisement-body: uses a straight needle, makes the 'Lock-stitch' (alike on both sides), has a self-adjusting tension, and is adapted to every variety of sewing for family wear, from the lightest muslins to the heaviest cloths, and WILL EVEN SEW LEATHER. It will Hem, Fell, Bind, Cord, Braid, Seam, Tuck, Ruffle, Hemstitch, and Gather. [487,217,632,281]
column-3 [326,34,482,1458]
